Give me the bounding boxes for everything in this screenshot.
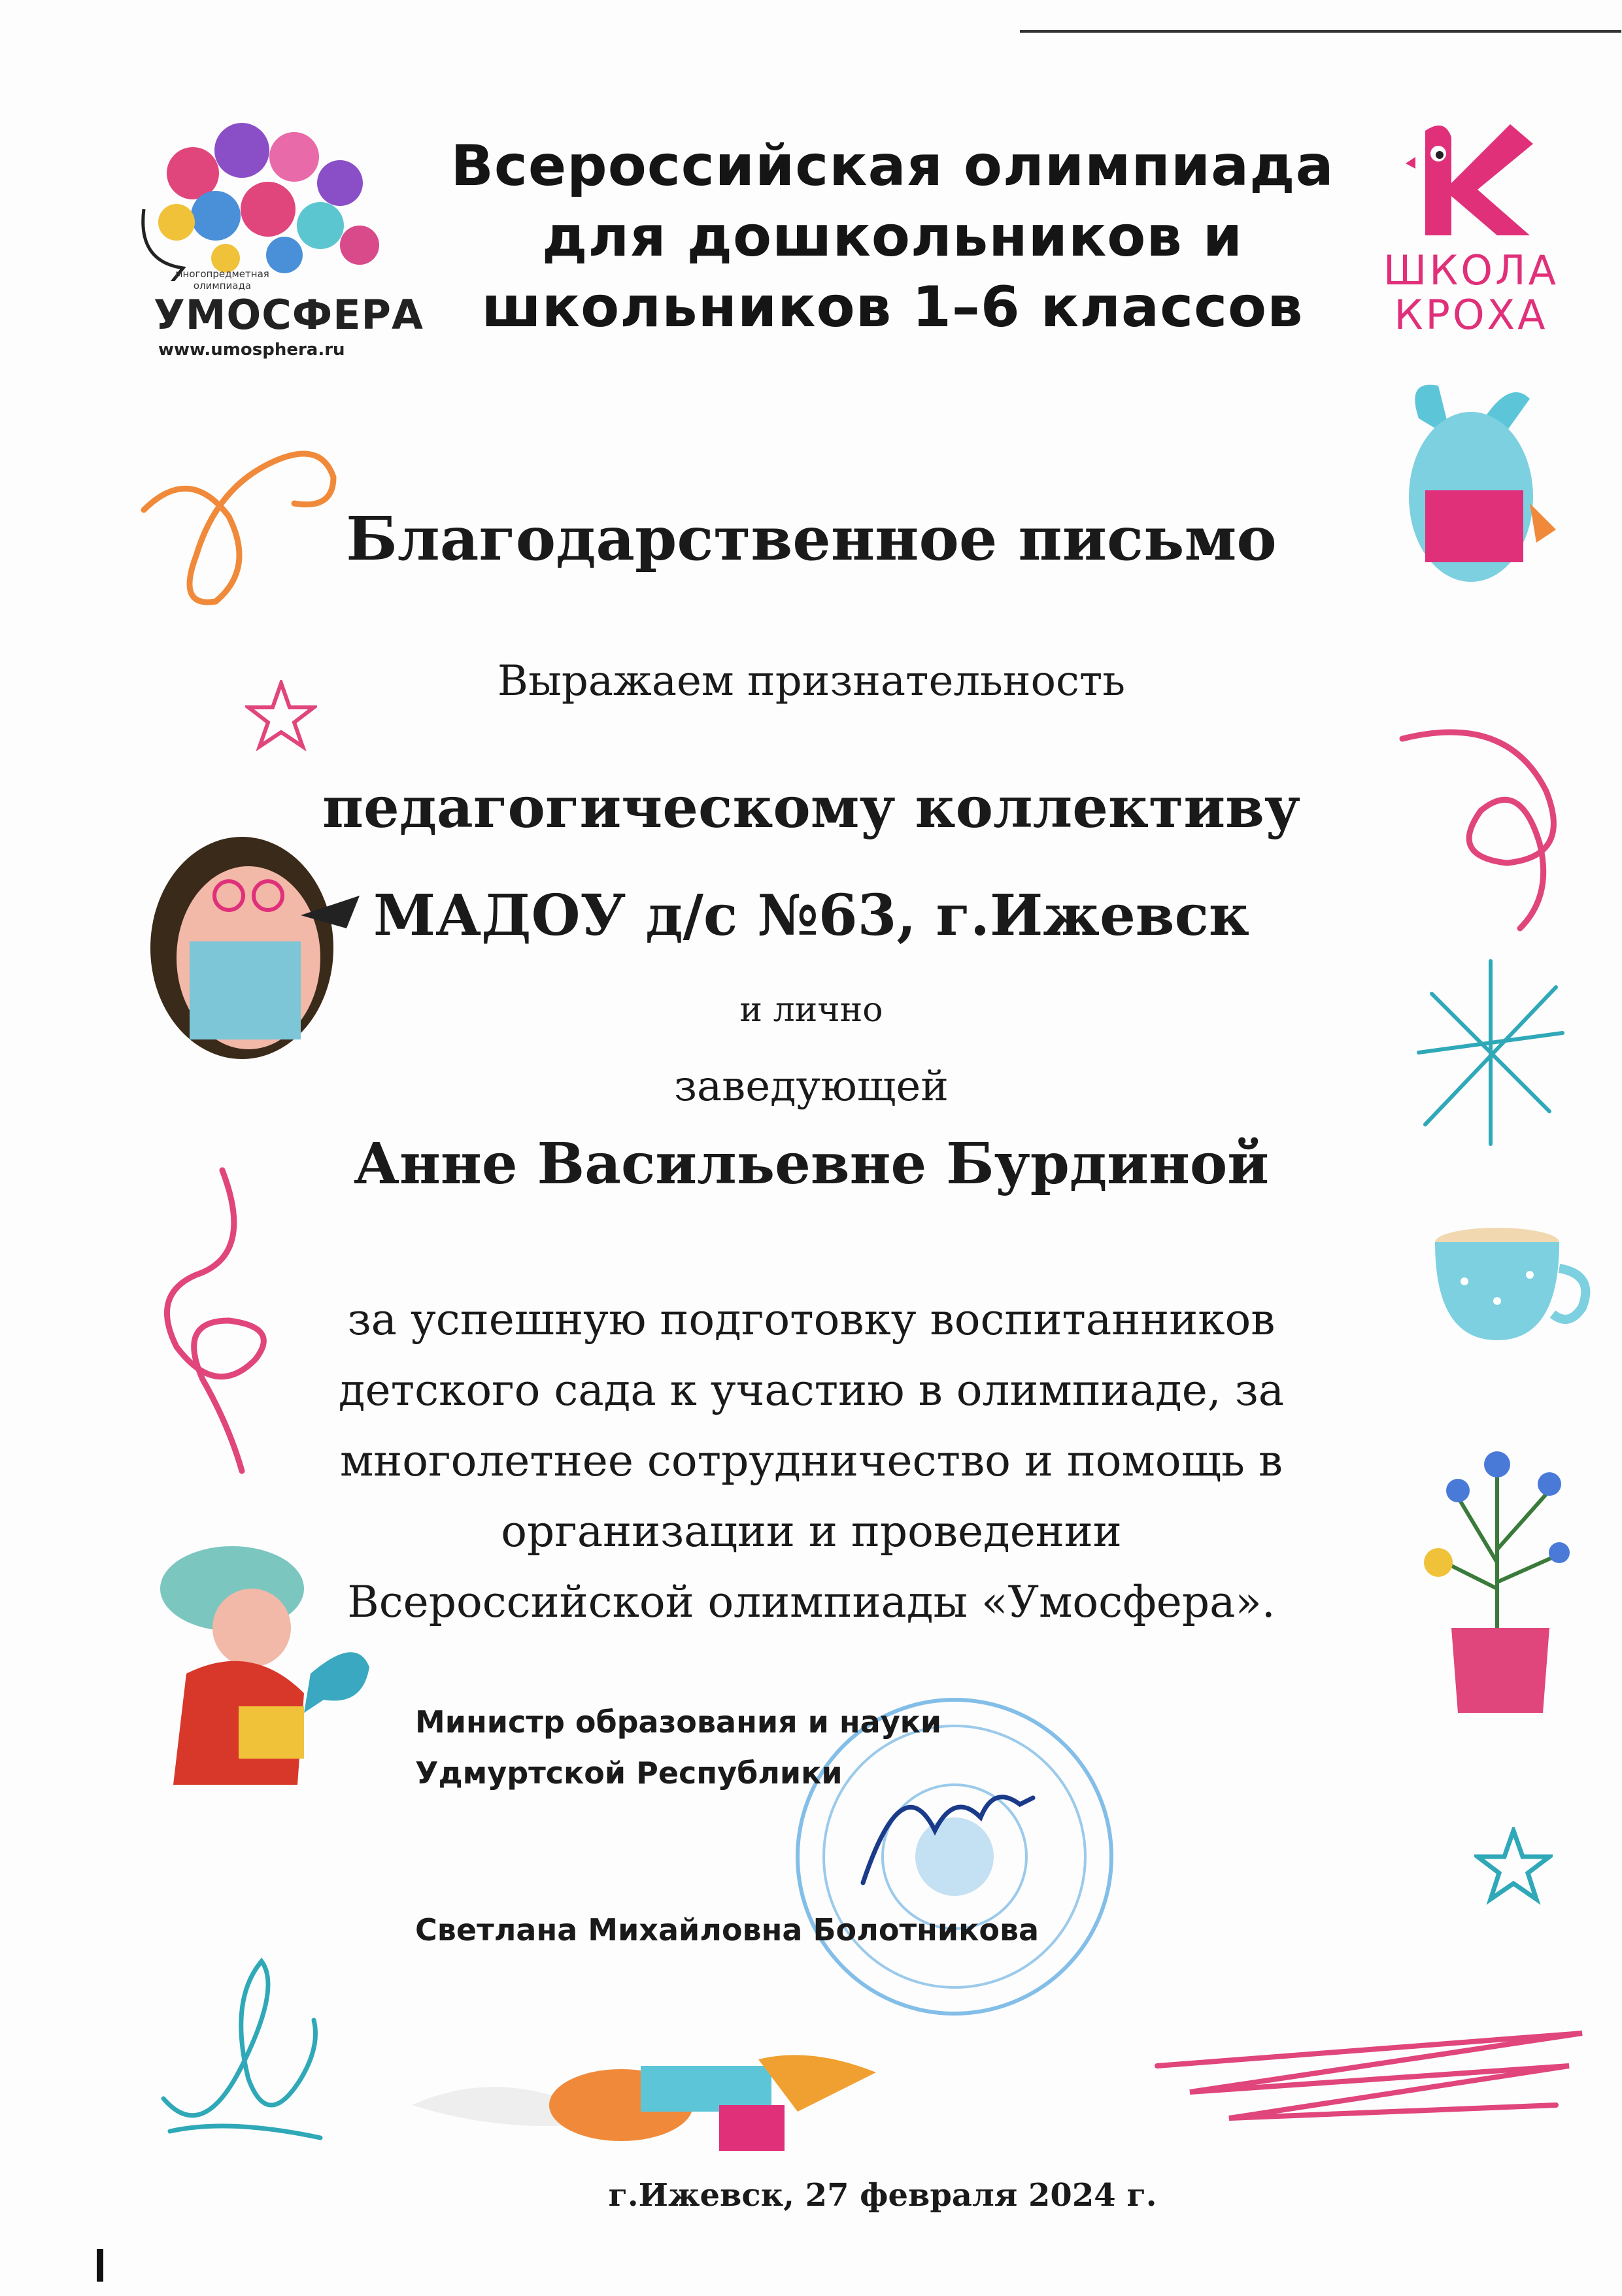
reason-text <box>288 1285 1334 1638</box>
pink-loop-icon <box>137 1164 307 1477</box>
pink-swirl-icon <box>1389 713 1585 935</box>
rabbit-reading-icon <box>1379 379 1576 615</box>
teacup-icon <box>1425 1223 1595 1353</box>
minister-name: Светлана Михайловна Болотникова <box>415 1912 1039 1948</box>
umosphera-name: УМОСФЕРА <box>154 291 424 339</box>
teal-asterisk-icon <box>1406 954 1576 1151</box>
krokha-name: ШКОЛА КРОХА <box>1383 246 1559 339</box>
umosphera-bubbles-icon <box>131 111 392 281</box>
olympiad-title-line: для дошкольников и <box>541 204 1243 269</box>
reason-line: многолетнее сотрудничество и помощь в <box>339 1436 1283 1486</box>
scan-mark <box>97 2249 103 2282</box>
umosphera-logo <box>131 111 424 366</box>
teal-scribble-icon <box>150 1948 346 2144</box>
collective-line: педагогическому коллективу <box>322 775 1300 841</box>
shkola-krokha-logo <box>1366 118 1576 340</box>
letter-title: Благодарственное письмо <box>346 503 1277 574</box>
reason-line: Всероссийской олимпиады «Умосфера». <box>347 1577 1276 1627</box>
umosphera-url: www.umosphera.ru <box>158 340 345 360</box>
umosphera-tagline: многопредметная олимпиада <box>175 268 269 292</box>
personally-line: и лично <box>739 990 883 1030</box>
teal-star-icon <box>1474 1827 1553 1906</box>
olympiad-title-line: школьников 1–6 классов <box>481 275 1304 340</box>
olympiad-title-line: Всероссийская олимпиада <box>450 133 1334 199</box>
minister-title: Министр образования и науки Удмуртской Республики <box>415 1704 942 1791</box>
scan-edge-line <box>1020 30 1621 33</box>
krokha-bird-k-icon <box>1406 118 1536 242</box>
reason-line: детского сада к участию в олимпиаде, за <box>338 1365 1285 1415</box>
reason-line: организации и проведении <box>501 1506 1122 1557</box>
olympiad-title <box>445 131 1340 343</box>
flower-pot-icon <box>1419 1432 1582 1719</box>
reason-line: за успешную подготовку воспитанников <box>347 1294 1276 1345</box>
pink-zigzag-icon <box>1151 2020 1595 2138</box>
place-date: г.Ижевск, 27 февраля 2024 г. <box>608 2177 1157 2214</box>
recipient-name: Анне Васильевне Бурдиной <box>353 1131 1270 1197</box>
institution-line: МАДОУ д/с №63, г.Ижевск <box>373 883 1250 949</box>
fox-running-icon <box>405 2033 902 2157</box>
gratitude-line: Выражаем признательность <box>497 657 1126 705</box>
pink-star-icon <box>245 680 317 752</box>
position-line: заведующей <box>674 1062 949 1111</box>
